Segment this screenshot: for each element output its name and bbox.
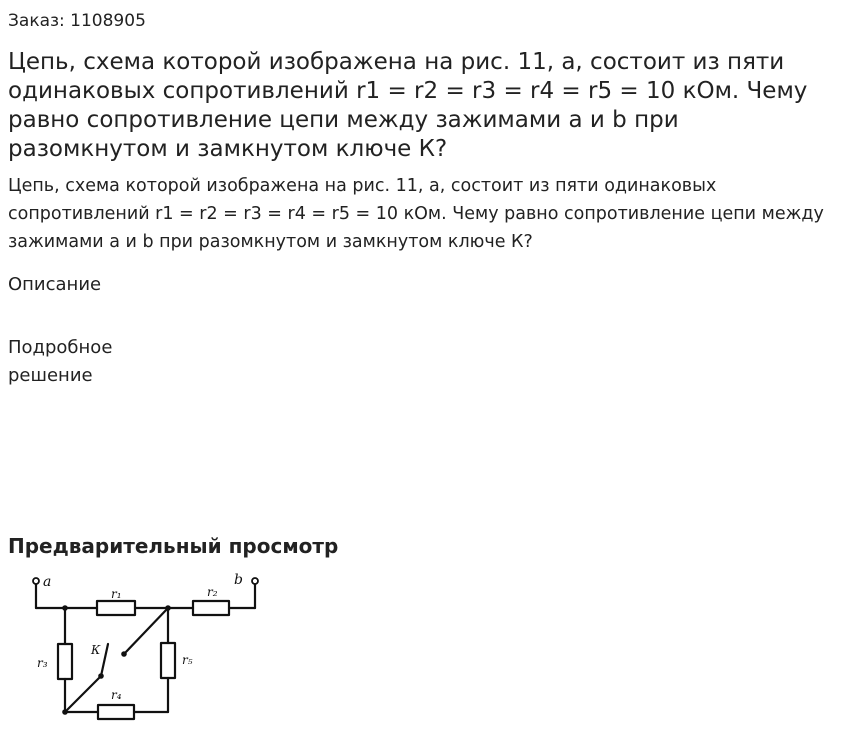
resistor-r5 (161, 643, 175, 678)
label-r5: r₅ (182, 653, 193, 667)
solution-title: Подробное решение (8, 337, 113, 386)
node-top-left (62, 605, 68, 611)
wire-to-key (65, 676, 101, 712)
label-key: К (91, 643, 101, 657)
order-number: Заказ: 1108905 (8, 11, 146, 31)
key-pivot (98, 673, 104, 679)
resistor-r2 (193, 601, 229, 615)
label-r3: r₃ (37, 656, 48, 670)
preview-title: Предварительный просмотр (8, 534, 339, 558)
resistor-r4 (98, 705, 134, 719)
label-r4: r₄ (111, 688, 122, 702)
resistor-r1 (97, 601, 135, 615)
label-r2: r₂ (207, 585, 218, 599)
resistor-r3 (58, 644, 72, 679)
problem-text: Цепь, схема которой изображена на рис. 11, а, состоит из пяти одинаковых сопротивлений r1 = r2 = r3 = r4 = r5 = 10 кОм. Чему равно сопротивление цепи между зажимами a и b при разомкнутом и замкнутом ключе К? (8, 176, 824, 252)
description-title: Описание (8, 274, 102, 295)
key-switch (101, 644, 108, 676)
label-b: b (234, 572, 243, 588)
label-r1: r₁ (111, 587, 122, 601)
page-title: Цепь, схема которой изображена на рис. 11, а, состоит из пяти одинаковых сопротивлений r1 = r2 = r3 = r4 = r5 = 10 кОм. Чему равно сопротивление цепи между зажимами a и b при разомкнутом и замкнутом ключе К? (8, 49, 808, 162)
node-top-right (165, 605, 171, 611)
key-contact (121, 651, 127, 657)
terminal-b (252, 578, 258, 584)
terminal-a (33, 578, 39, 584)
circuit-diagram (25, 568, 275, 728)
label-a: a (43, 574, 52, 590)
node-bottom-left (62, 709, 68, 715)
